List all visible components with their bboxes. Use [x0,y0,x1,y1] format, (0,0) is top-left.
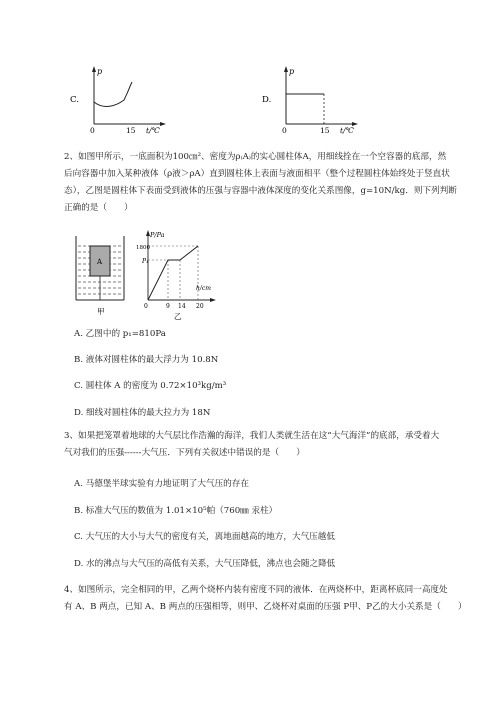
yi-x-tick-14: 14 [178,303,186,310]
question-2 [64,149,457,217]
yi-curve [148,246,198,300]
jia-label: 甲 [97,307,105,316]
d-y-axis-label: p [289,67,295,76]
c-y-axis-label: p [97,67,103,76]
q2-figure-yi [136,226,220,326]
d-origin-label: 0 [282,126,287,134]
q2-figure-jia [72,232,128,324]
option-d-label: D. [262,95,272,105]
yi-x-tick-9: 9 [166,303,170,310]
yi-x-tick-20: 20 [196,303,204,310]
question-4 [64,582,467,616]
c-x-axis-label: t/℃ [146,126,160,134]
q2-line-4: 正确的是（ ） [64,203,133,213]
q3-option-c[interactable]: C. 大气压的大小与大气的密度有关，离地面越高的地方，大气压越低 [74,532,335,542]
yi-label: 乙 [174,312,182,321]
q4-line-2: 有 A、B 两点，已知 A、B 两点的压强相等，则甲、乙烧杯对桌面的压强 P甲、P乙的大小关系是（ ） [64,602,467,612]
q3-option-d[interactable]: D. 水的沸点与大气压的高低有关系，大气压降低，沸点也会随之降低 [74,559,336,569]
question-3 [64,428,439,462]
yi-x-axis-label: h/cm [196,285,211,292]
c-tick-15: 15 [126,126,136,134]
q2-option-b[interactable]: B. 液体对圆柱体的最大浮力为 10.8N [74,355,219,365]
d-x-axis-label: t/℃ [340,126,354,134]
yi-y-tick-1800: 1800 [136,245,150,251]
q3-line-2: 气对我们的压强------大气压．下列有关叙述中错误的是（ ） [64,448,305,458]
q3-line-1: 3、如果把笼罩着地球的大气层比作浩瀚的海洋，我们人类就生活在这“大气海洋”的底部，承受着大 [64,431,440,441]
q2-line-1: 2、如图甲所示，一底面积为100㎝²、密度为ρ₍A₎的实心圆柱体A，用细线拴在一个空容器的底部，然 [64,152,447,162]
option-c-graph [70,62,180,138]
q4-line-1: 4、如图所示，完全相同的甲，乙两个烧杯内装有密度不同的液体．在两烧杯中，距离杯底同一高度处 [64,585,448,595]
yi-origin: 0 [144,303,148,310]
yi-y-axis-label: P/Pa [150,231,165,239]
q2-line-2: 后向容器中加入某种液体（ρ液＞ρA）直到圆柱体上表面与液面相平（整个过程圆柱体始终处于竖直状 [64,169,450,179]
q2-option-a[interactable]: A. 乙图中的 p₁=810Pa [74,329,166,339]
c-curve [94,82,132,106]
d-tick-15: 15 [320,126,330,134]
option-c-label: C. [70,95,80,105]
option-d-graph [262,62,372,138]
cylinder-a-label: A [97,258,103,266]
q3-option-a[interactable]: A. 马德堡半球实验有力地证明了大气压的存在 [74,479,249,489]
c-origin-label: 0 [90,126,95,134]
q2-line-3: 态），乙图是圆柱体下表面受到液体的压强与容器中液体深度的变化关系图像，g=10N/kg．则下列判断 [64,186,457,196]
yi-y-tick-p1: P₁ [142,258,149,265]
q2-option-c[interactable]: C. 圆柱体 A 的密度为 0.72×10³kg/m³ [74,381,227,391]
q2-option-d[interactable]: D. 细线对圆柱体的最大拉力为 18N [74,408,211,418]
q3-option-b[interactable]: B. 标准大气压的数值为 1.01×10⁵帕（760㎜ 汞柱） [74,506,278,516]
